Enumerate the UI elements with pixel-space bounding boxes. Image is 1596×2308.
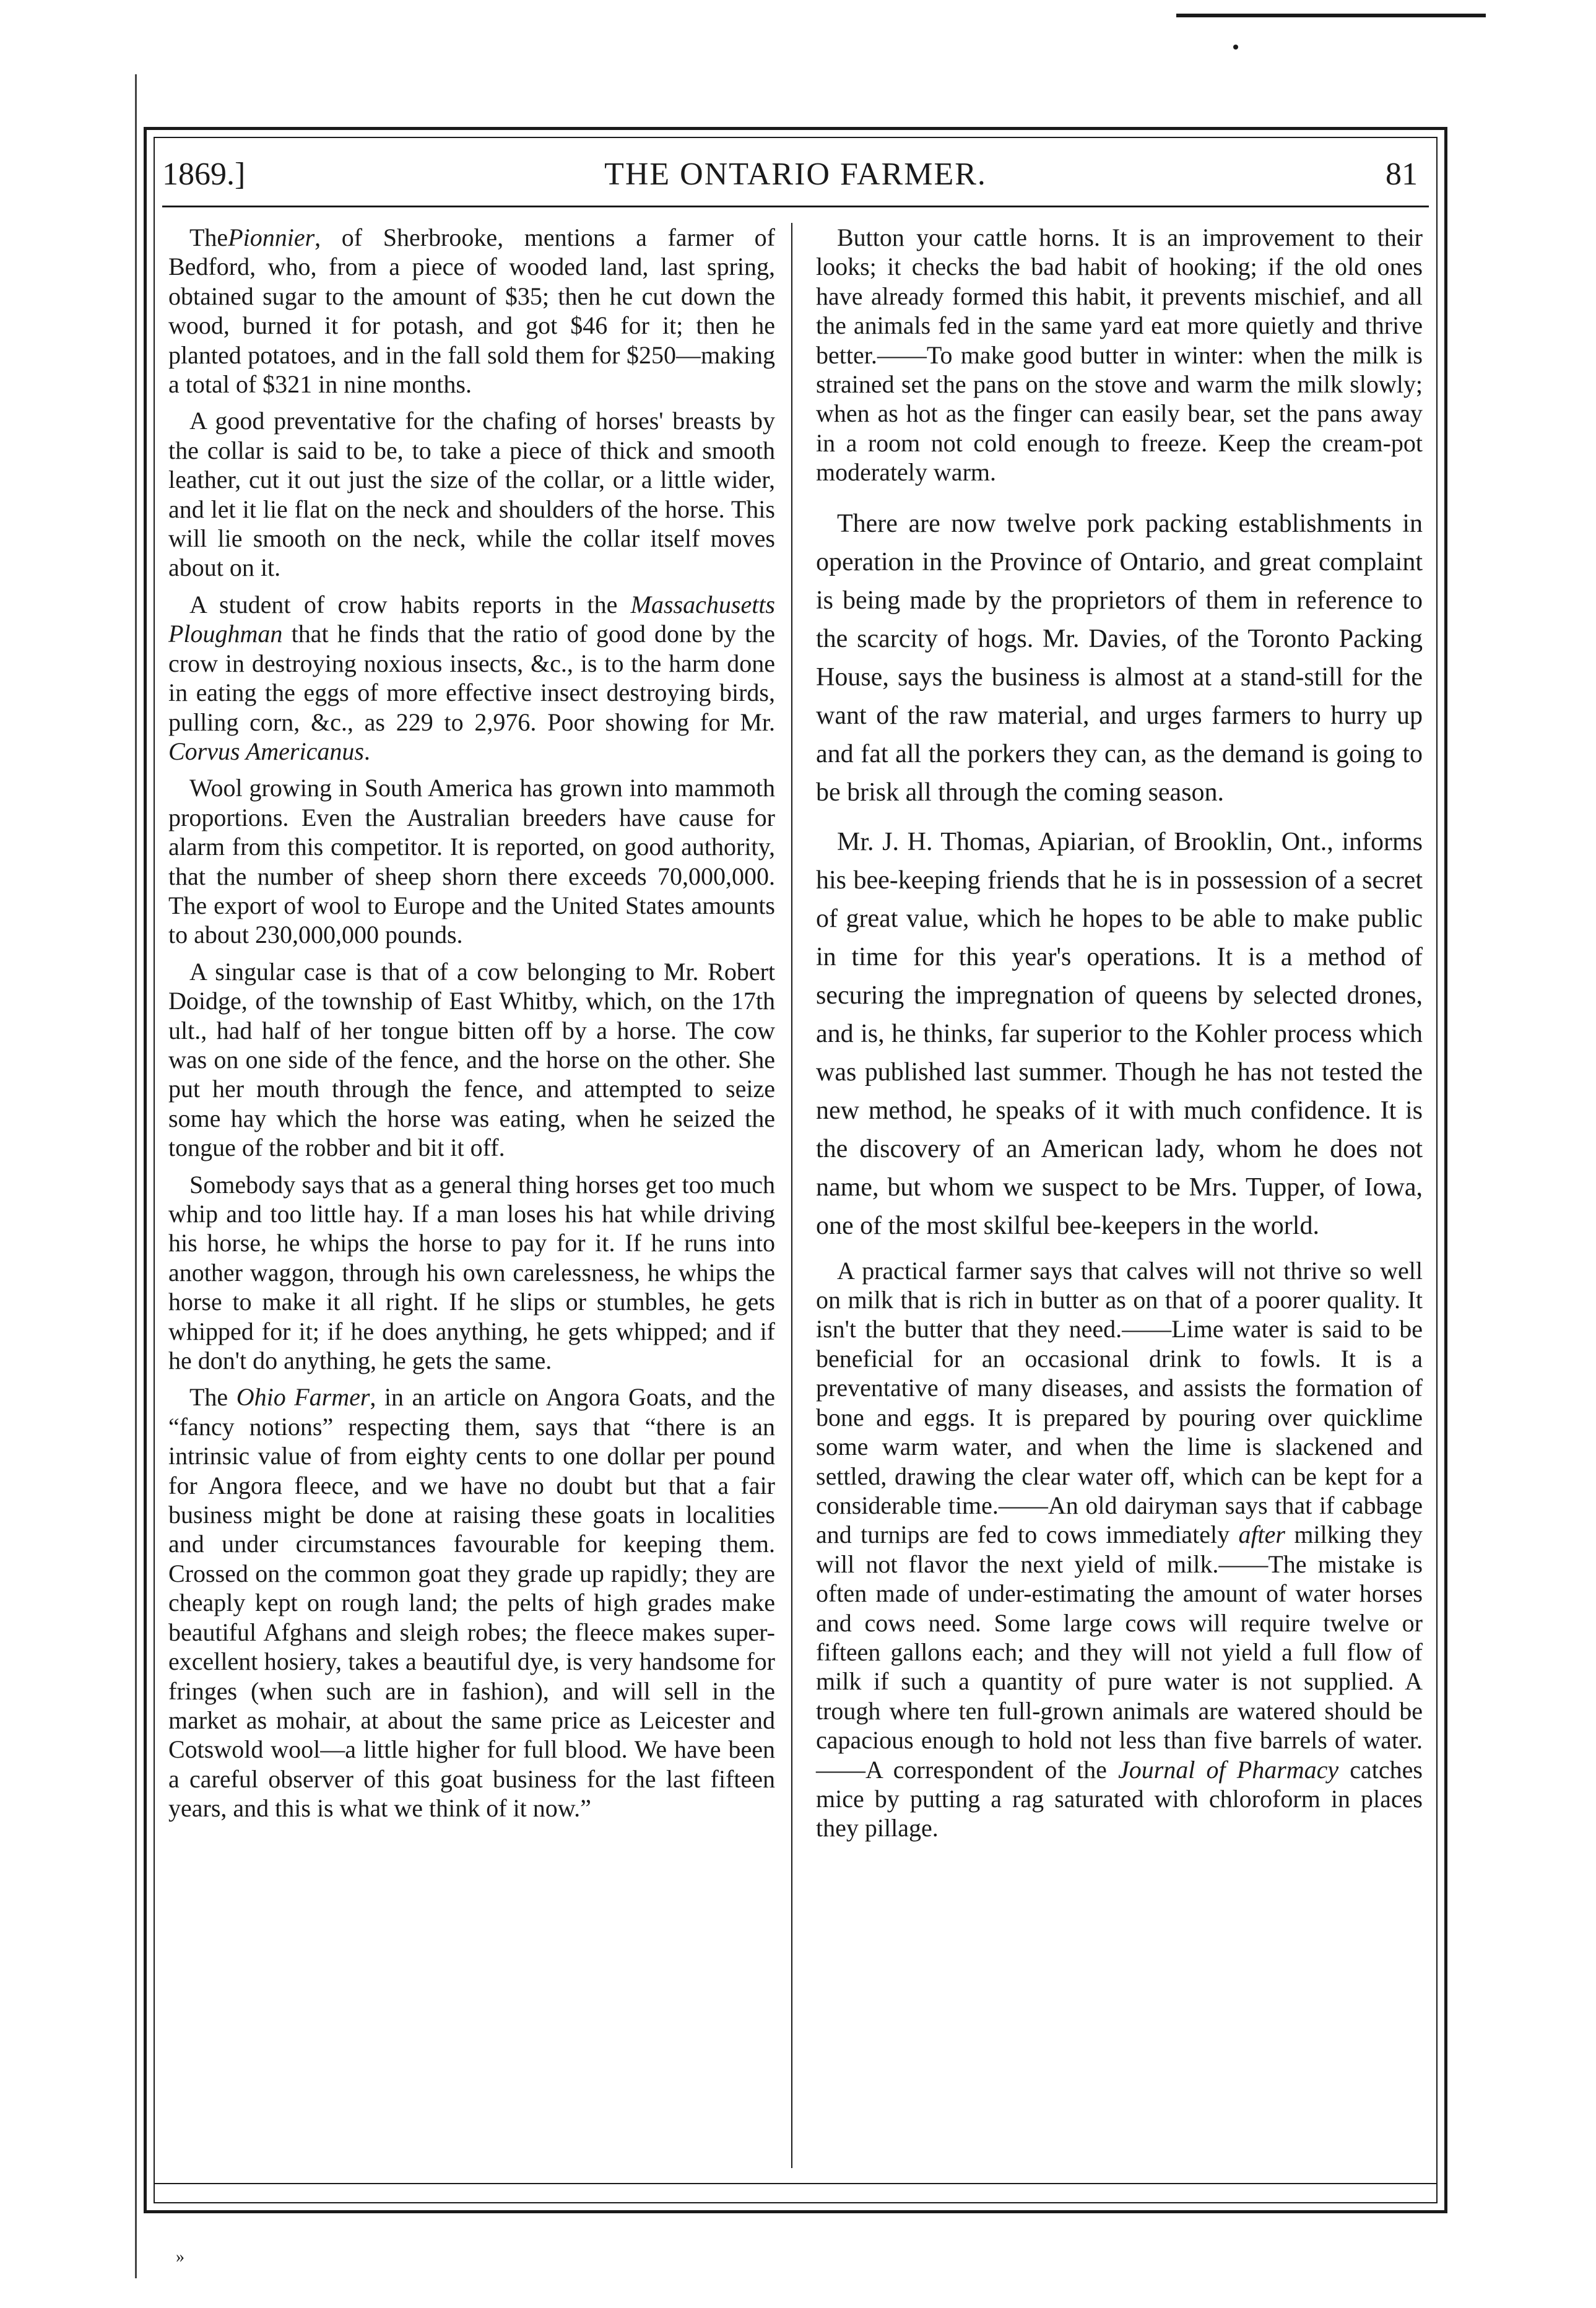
- article-cow-tongue: A singular case is that of a cow belonging to Mr. Robert Doidge, of the township of East Whitby, which, on the 17th ult., had half of her tongue bitten off by a horse. The cow was on one side of the fence, and the horse on the other. She put her mouth through the fence, and attempted to seize some hay which the horse was eating, when he seized the tongue of the robber and bit it off.: [168, 957, 775, 1162]
- article-cattle-horns-butter: Button your cattle horns. It is an improvement to their looks; it checks the bad habit of hooking; if the old ones have already formed this habit, it prevents mischief, and all the animals fed in the same yard eat more quietly and thrive better.——To make good butter in winter: when the milk is strained set the pans on the stove and warm the milk slowly; when as hot as the finger can easily bear, set the pans away in a room not cold enough to freeze. Keep the cream-pot moderately warm.: [816, 223, 1423, 487]
- article-text: , of Sherbrooke, mentions a farmer of Bedford, who, from a piece of wooded land, last spring, obtained sugar to the amount of $35; then he cut down the wood, burned it for potash, and got $46 for it; then he planted potatoes, and in the fall sold them for $250—making a total of $321 in nine months.: [168, 223, 775, 399]
- article-south-america-wool: Wool growing in South America has grown into mammoth proportions. Even the Australian breeders have cause for alarm from this competitor. It is reported, on good authority, that the number of sheep shorn there exceeds 70,000,000. The export of wool to Europe and the United States amounts to about 230,000,000 pounds.: [168, 774, 775, 949]
- article-pork-packing: There are now twelve pork packing establishments in operation in the Province of Ontario, and great complaint is being made by the proprietors of them in reference to the scarcity of hogs. Mr. Davies, of the Toronto Packing House, says the business is almost at a stand-still for the want of the raw material, and urges farmers to hurry up and fat all the porkers they can, as the demand is going to be brisk all through the coming season.: [816, 509, 1423, 807]
- italic-source: Journal of Pharmacy: [1117, 1755, 1339, 1784]
- italic-source: Massachusetts Ploughman: [168, 590, 775, 648]
- ink-dot: [1233, 45, 1238, 50]
- left-column: [168, 223, 775, 1831]
- page-header: [162, 156, 1429, 193]
- page-number: 81: [1386, 157, 1418, 192]
- article-horse-collar: A good preventative for the chafing of horses' breasts by the collar is said to be, to take a piece of thick and smooth leather, cut it out just the size of the collar, or a little wider, and let it lie flat on the neck and shoulders of the horse. This will lie smooth on the neck, while the collar itself moves about on it.: [168, 407, 775, 582]
- article-bee-keeping: Mr. J. H. Thomas, Apiarian, of Brooklin, Ont., informs his bee-keeping friends that he is in possession of a secret of great value, which he hopes to be able to make public in time for this year's operations. It is a method of securing the impregnation of queens by selected drones, and is, he thinks, far superior to the Kohler process which was published last summer. Though he has not tested the new method, he speaks of it with much confidence. It is the discovery of an American lady, whom he does not name, but whom we suspect to be Mrs. Tupper, of Iowa, one of the most skilful bee-keepers in the world.: [816, 827, 1423, 1240]
- publication-title: THE ONTARIO FARMER.: [604, 157, 987, 192]
- article-calves-milk: [816, 1256, 1423, 1843]
- top-edge-rule: [1176, 14, 1486, 17]
- article-text: , in an article on Angora Goats, and the “fancy notions” respecting them, says that “there is an intrinsic value of from eighty cents to one dollar per pound for Angora fleece, and we have no doubt but that a fair business might be done at raising these goats in localities and under circumstances favourable for keeping them. Crossed on the common goat they grade up rapidly; they are cheaply kept on rough land; the pelts of high grades make beautiful Afghans and sleigh robes; the fleece makes super-excellent hosiery, takes a beautiful dye, is very handsome for fringes (when such are in fashion), and will sell in the market as mohair, at about the same price as Leicester and Cotswold wool—a little higher for full blood. We have been a careful observer of this goat business for the last fifteen years, and this is what we think of it now.”: [168, 1383, 775, 1823]
- header-rule: [162, 206, 1429, 207]
- article-text: A student of crow habits reports in the: [189, 590, 631, 618]
- italic-word: after: [1238, 1521, 1285, 1549]
- footer-mark: »: [176, 2247, 184, 2267]
- article-text: that he finds that the ratio of good done by the crow in destroying noxious insects, &c., is to the harm done in eating the eggs of more effective insect destroying birds, pulling corn, &c., as 229 to 2,976. Poor showing for Mr.: [168, 620, 775, 736]
- italic-name: Corvus Americanus: [168, 737, 364, 765]
- article-text: catches mice by putting a rag saturated with chloroform in places they pillage.: [816, 1755, 1423, 1842]
- article-text: The: [189, 1383, 236, 1412]
- footer-rule: [154, 2183, 1438, 2184]
- italic-source: Ohio Farmer: [236, 1383, 370, 1412]
- article-pionnier-farmer: [168, 223, 775, 399]
- article-text: A practical farmer says that calves will not thrive so well on milk that is rich in butter as on that of a poorer quality. It isn't the butter that they need.——Lime water is said to be beneficial for an occasional drink to fowls. It is a preventative of many diseases, and assists the formation of bone and eggs. It is prepared by pouring over quicklime some warm water, and when the lime is slackened and settled, drawing the clear water off, which can be kept for a considerable time.——An old dairyman says that if cabbage and turnips are fed to cows immediately: [816, 1256, 1423, 1549]
- article-horses-whip: Somebody says that as a general thing horses get too much whip and too little hay. If a man loses his hat while driving his horse, he whips the horse to pay for it. If he runs into another waggon, through his own carelessness, he whips the horse to make it all right. If he slips or stumbles, he gets whipped for it; if he does anything, he gets whipped; and if he don't do anything, he gets the same.: [168, 1170, 775, 1375]
- article-angora-goats: [168, 1382, 775, 1823]
- column-divider: [791, 223, 792, 2168]
- article-crow-habits: [168, 590, 775, 766]
- right-column: [816, 223, 1423, 1850]
- header-year: 1869.]: [162, 157, 246, 192]
- page-edge-line: [135, 74, 137, 2278]
- article-text: .: [363, 737, 370, 765]
- article-text: The: [189, 223, 228, 251]
- italic-source: Pionnier: [228, 223, 315, 251]
- article-text: milking they will not flavor the next yield of milk.——The mistake is often made of under-estimating the amount of water horses and cows need. Some large cows will require twelve or fifteen gallons each; and they will not yield a full flow of milk if such a quantity of pure water is not supplied. A trough where ten full-grown animals are watered should be capacious enough to hold not less than five barrels of water.——A correspondent of the: [816, 1521, 1423, 1784]
